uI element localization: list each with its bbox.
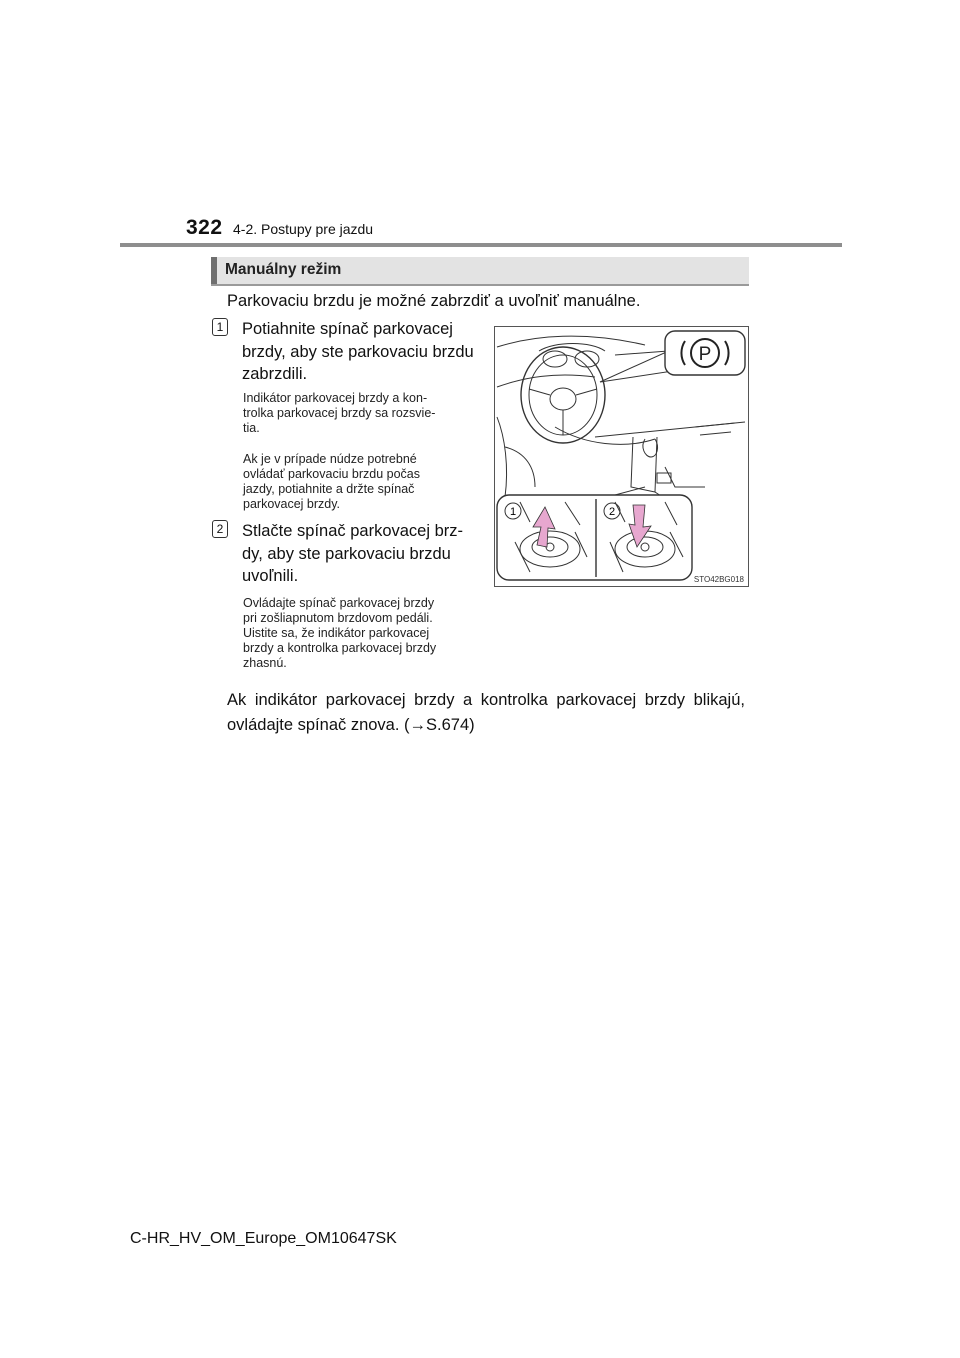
step-2-line: uvoľnili. <box>242 567 299 585</box>
section-heading-bar <box>211 257 749 286</box>
header-rule <box>120 243 842 247</box>
note-line: Ovládajte spínač parkovacej brzdy <box>243 596 435 610</box>
step-2-number: 2 <box>212 520 228 538</box>
note-line: trolka parkovacej brzdy sa rozsvie- <box>243 406 436 420</box>
heading-accent <box>211 257 217 284</box>
step-1-line: Potiahnite spínač parkovacej <box>242 320 453 338</box>
step-2-line: dy, aby ste parkovaciu brzdu <box>242 544 451 563</box>
intro-text: Parkovaciu brzdu je možné zabrzdiť a uvoľniť manuálne. <box>227 292 641 310</box>
step-1-note-1 <box>243 391 476 436</box>
step-1-note-2 <box>243 452 476 512</box>
note-line: jazdy, potiahnite a držte spínač <box>243 482 415 496</box>
step-1-line: zabrzdili. <box>242 365 308 383</box>
note-line: Indikátor parkovacej brzdy a kon- <box>243 391 428 405</box>
note-line: pri zošliapnutom brzdovom pedáli. <box>243 611 433 625</box>
step-1-line: brzdy, aby ste parkovaciu brzdu <box>242 342 474 361</box>
callout-1: 1 <box>509 506 517 518</box>
section-heading: Manuálny režim <box>225 261 342 278</box>
page-number: 322 <box>186 216 223 239</box>
note-line: Uistite sa, že indikátor parkovacej <box>243 626 430 640</box>
closing-line: Ak indikátor parkovacej brzdy a kontrolka parkovacej brzdy blikajú, <box>227 691 745 709</box>
step-2-line: Stlačte spínač parkovacej brz- <box>242 522 464 540</box>
note-line: ovládať parkovaciu brzdu počas <box>243 467 421 481</box>
parking-indicator-callout <box>600 331 745 382</box>
step-2-text <box>242 520 475 588</box>
callout-2: 2 <box>608 506 616 518</box>
p-symbol: P <box>698 344 712 365</box>
step-1-text <box>242 318 475 386</box>
switch-detail-panel <box>497 487 692 580</box>
note-line: brzdy a kontrolka parkovacej brzdy <box>243 641 437 655</box>
step-1-number: 1 <box>212 318 228 336</box>
figure-code: STO42BG018 <box>693 575 744 584</box>
cockpit-drawing <box>495 327 748 586</box>
closing-line: ovládajte spínač znova. (→S.674) <box>227 716 475 734</box>
note-line: parkovacej brzdy. <box>243 497 341 511</box>
note-line: tia. <box>243 421 260 435</box>
footer-document-id: C-HR_HV_OM_Europe_OM10647SK <box>130 1230 397 1247</box>
closing-paragraph <box>227 688 745 738</box>
note-line: zhasnú. <box>243 656 287 670</box>
section-path: 4-2. Postupy pre jazdu <box>233 221 374 237</box>
note-line: Ak je v prípade núdze potrebné <box>243 452 417 466</box>
parking-brake-illustration <box>494 326 749 587</box>
step-2-note-1 <box>243 596 476 671</box>
